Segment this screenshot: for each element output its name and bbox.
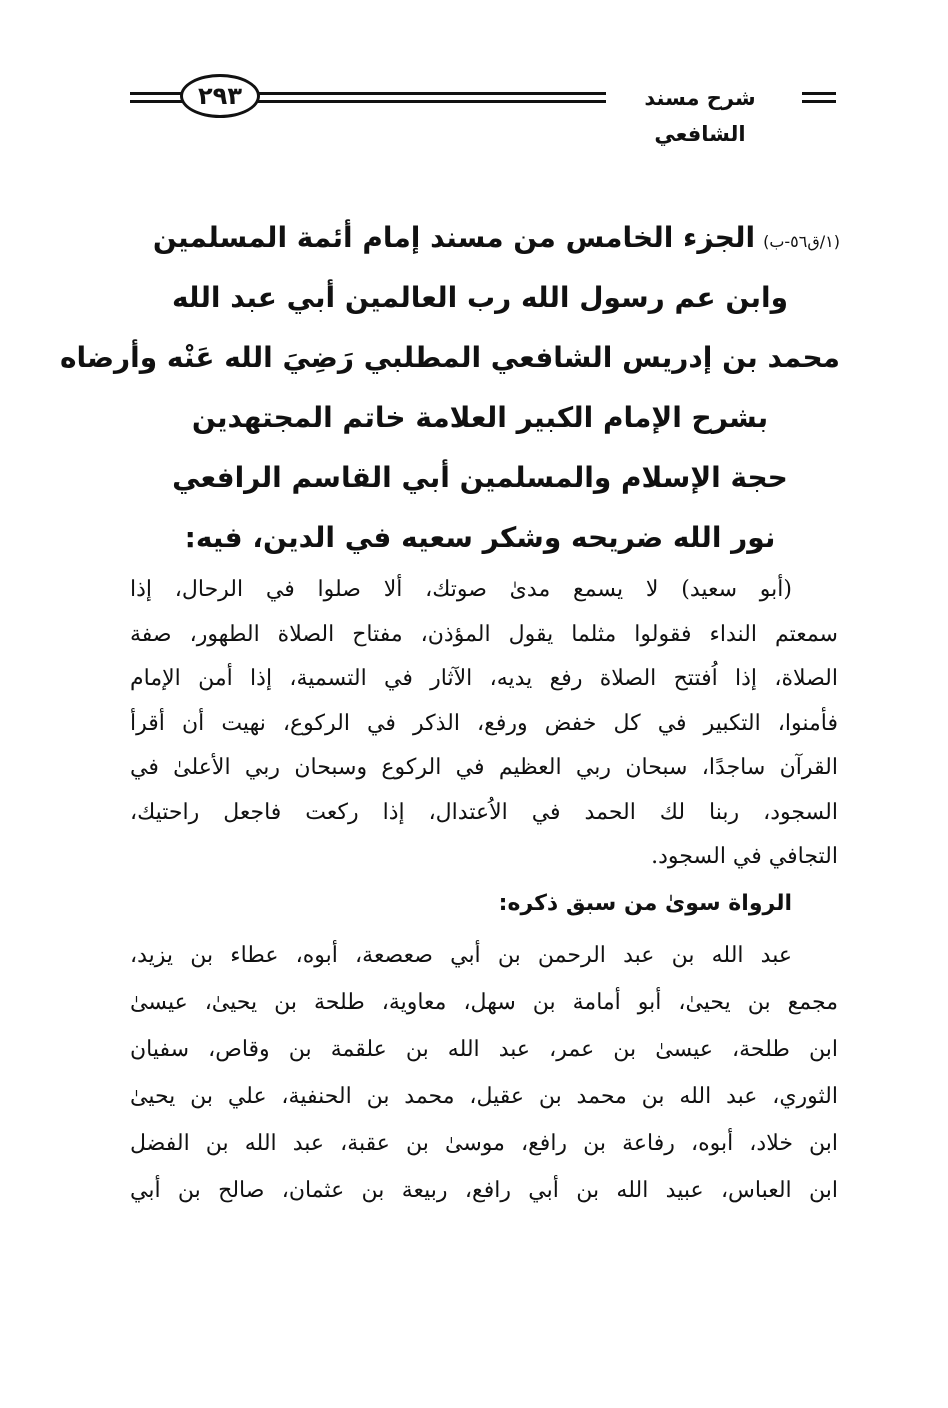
- contents-line: التجافي في السجود.: [651, 844, 838, 869]
- narrators-line: الثوري، عبد الله بن محمد بن عقيل، محمد بن الحنفية، علي بن يحيىٰ: [130, 1083, 838, 1109]
- contents-line: الصلاة، إذا اُفتتح الصلاة رفع يديه، الآثار في التسمية، إذا أمن الإمام: [130, 666, 838, 691]
- title-line-1: [120, 208, 840, 268]
- contents-paragraph: [130, 568, 838, 880]
- title-line-6: نور الله ضريحه وشكر سعيه في الدين، فيه:: [184, 521, 776, 554]
- contents-line: (أبو سعيد) لا يسمع مدىٰ صوتك، ألا صلوا في الرحال، إذا: [130, 577, 792, 602]
- contents-line: فأمنوا، التكبير في كل خفض ورفع، الذكر في الركوع، نهيت أن أقرأ: [130, 710, 838, 736]
- narrators-line: ابن طلحة، عيسىٰ بن عمر، عبد الله بن علقمة بن وقاص، سفيان: [130, 1036, 838, 1062]
- narrators-line: مجمع بن يحيىٰ، أبو أمامة بن سهل، معاوية، طلحة بن يحيىٰ، عيسىٰ: [130, 989, 838, 1015]
- contents-line: سمعتم النداء فقولوا مثلما يقول المؤذن، مفتاح الصلاة الطهور، صفة: [130, 621, 838, 647]
- header-rule-left-top: [130, 92, 182, 95]
- contents-line: السجود، ربنا لك الحمد في الاُعتدال، إذا ركعت فاجعل راحتيك،: [130, 799, 838, 825]
- narrators-line: عبد الله بن عبد الرحمن بن أبي صعصعة، أبوه، عطاء بن يزيد،: [130, 942, 792, 968]
- running-header: [130, 72, 836, 146]
- book-title: شرح مسند الشافعي: [606, 80, 794, 116]
- part-title-block: [59, 208, 840, 568]
- narrators-line: ابن العباس، عبيد الله بن أبي رافع، ربيعة بن عثمان، صالح بن أبي: [130, 1177, 838, 1203]
- body-text: [130, 568, 838, 1214]
- header-rule-right-bottom: [802, 100, 836, 103]
- title-line-5: حجة الإسلام والمسلمين أبي القاسم الرافعي: [172, 461, 788, 494]
- manuscript-marker: (١/ق٥٦-ب): [763, 232, 840, 251]
- page-number: ٢٩٣: [180, 74, 260, 118]
- contents-line: القرآن ساجدًا، سبحان ربي العظيم في الركوع وسبحان ربي الأعلىٰ في: [130, 755, 838, 780]
- header-rule-right-top: [802, 92, 836, 95]
- title-line-1-text: الجزء الخامس من مسند إمام أئمة المسلمين: [152, 221, 756, 254]
- header-rule-left-bottom: [130, 100, 182, 103]
- narrators-heading: الرواة سوىٰ من سبق ذكره:: [498, 890, 792, 916]
- title-line-4: بشرح الإمام الكبير العلامة خاتم المجتهدين: [191, 401, 769, 434]
- narrators-line: ابن خلاد، أبوه، رفاعة بن رافع، موسىٰ بن عقبة، عبد الله بن الفضل: [130, 1130, 838, 1156]
- title-line-2: وابن عم رسول الله رب العالمين أبي عبد الله: [171, 281, 789, 314]
- title-line-3: محمد بن إدريس الشافعي المطلبي رَضِيَ الله عَنْه وأرضاه: [59, 341, 840, 374]
- narrators-paragraph: [130, 932, 838, 1214]
